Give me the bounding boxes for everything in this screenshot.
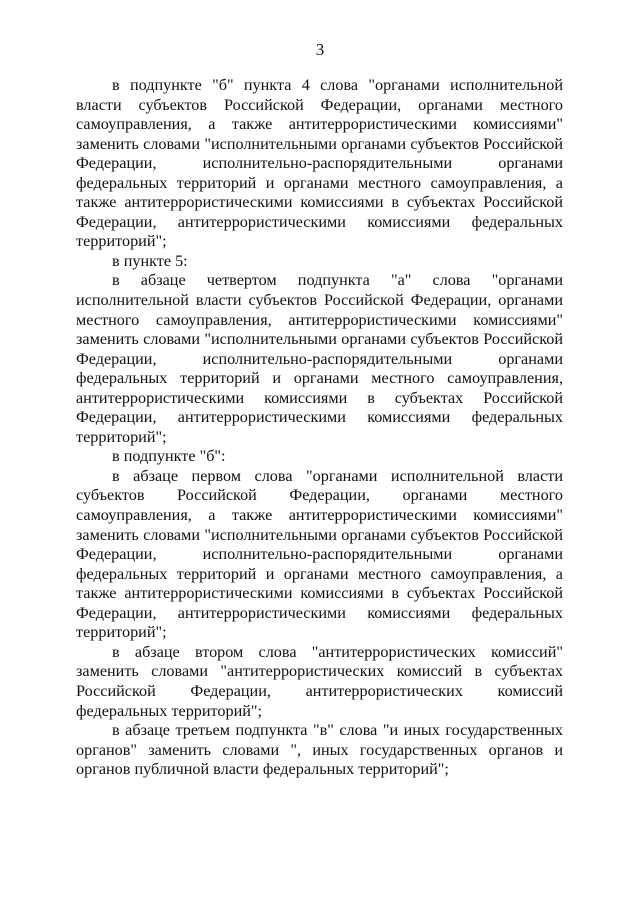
paragraph-point-5-heading: в пункте 5:	[112, 251, 188, 270]
paragraph-amend-subpoint-a-fourth: в абзаце четвертом подпункта "а" слова "органами исполнительной власти субъектов Российской Федерации, органами местного самоуправления, антитеррористическими комиссиями" заменить словами "исполнительными органами субъектов Российской Федерации, исполнительно-распорядительными органами федеральных территорий и органами местного самоуправления, антитеррористическими комиссиями в субъектах Российской Федерации, антитеррористическими комиссиями федеральных территорий";	[76, 271, 563, 446]
document-body	[76, 76, 563, 780]
paragraph-amend-first-abzac: в абзаце первом слова "органами исполнительной власти субъектов Российской Федерации, органами местного самоуправления, а также антитеррористическими комиссиями" заменить словами "исполнительными органами субъектов Российской Федерации, исполнительно-распорядительными органами федеральных территорий и органами местного самоуправления, а также антитеррористическими комиссиями в субъектах Российской Федерации, антитеррористическими комиссиями федеральных территорий";	[76, 466, 563, 642]
paragraph-amend-second-abzac: в абзаце втором слова "антитеррористических комиссий" заменить словами "антитеррористических комиссий в субъектах Российской Федерации, антитеррористических комиссий федеральных территорий";	[76, 642, 563, 720]
page-number: 3	[315, 40, 325, 59]
paragraph-amend-subpoint-b-point-4: в подпункте "б" пункта 4 слова "органами исполнительной власти субъектов Российской Федерации, органами местного самоуправления, а также антитеррористическими комиссиями" заменить словами "исполнительными органами субъектов Российской Федерации, исполнительно-распорядительными органами федеральных территорий и органами местного самоуправления, а также антитеррористическими комиссиями в субъектах Российской Федерации, антитеррористическими комиссиями федеральных территорий";	[76, 76, 563, 251]
paragraph-amend-third-abzac-subpoint-v: в абзаце третьем подпункта "в" слова "и иных государственных органов" заменить словами ", иных государственных органов и органов публичной власти федеральных территорий";	[76, 721, 563, 779]
paragraph-subpoint-b-heading: в подпункте "б":	[112, 447, 226, 466]
